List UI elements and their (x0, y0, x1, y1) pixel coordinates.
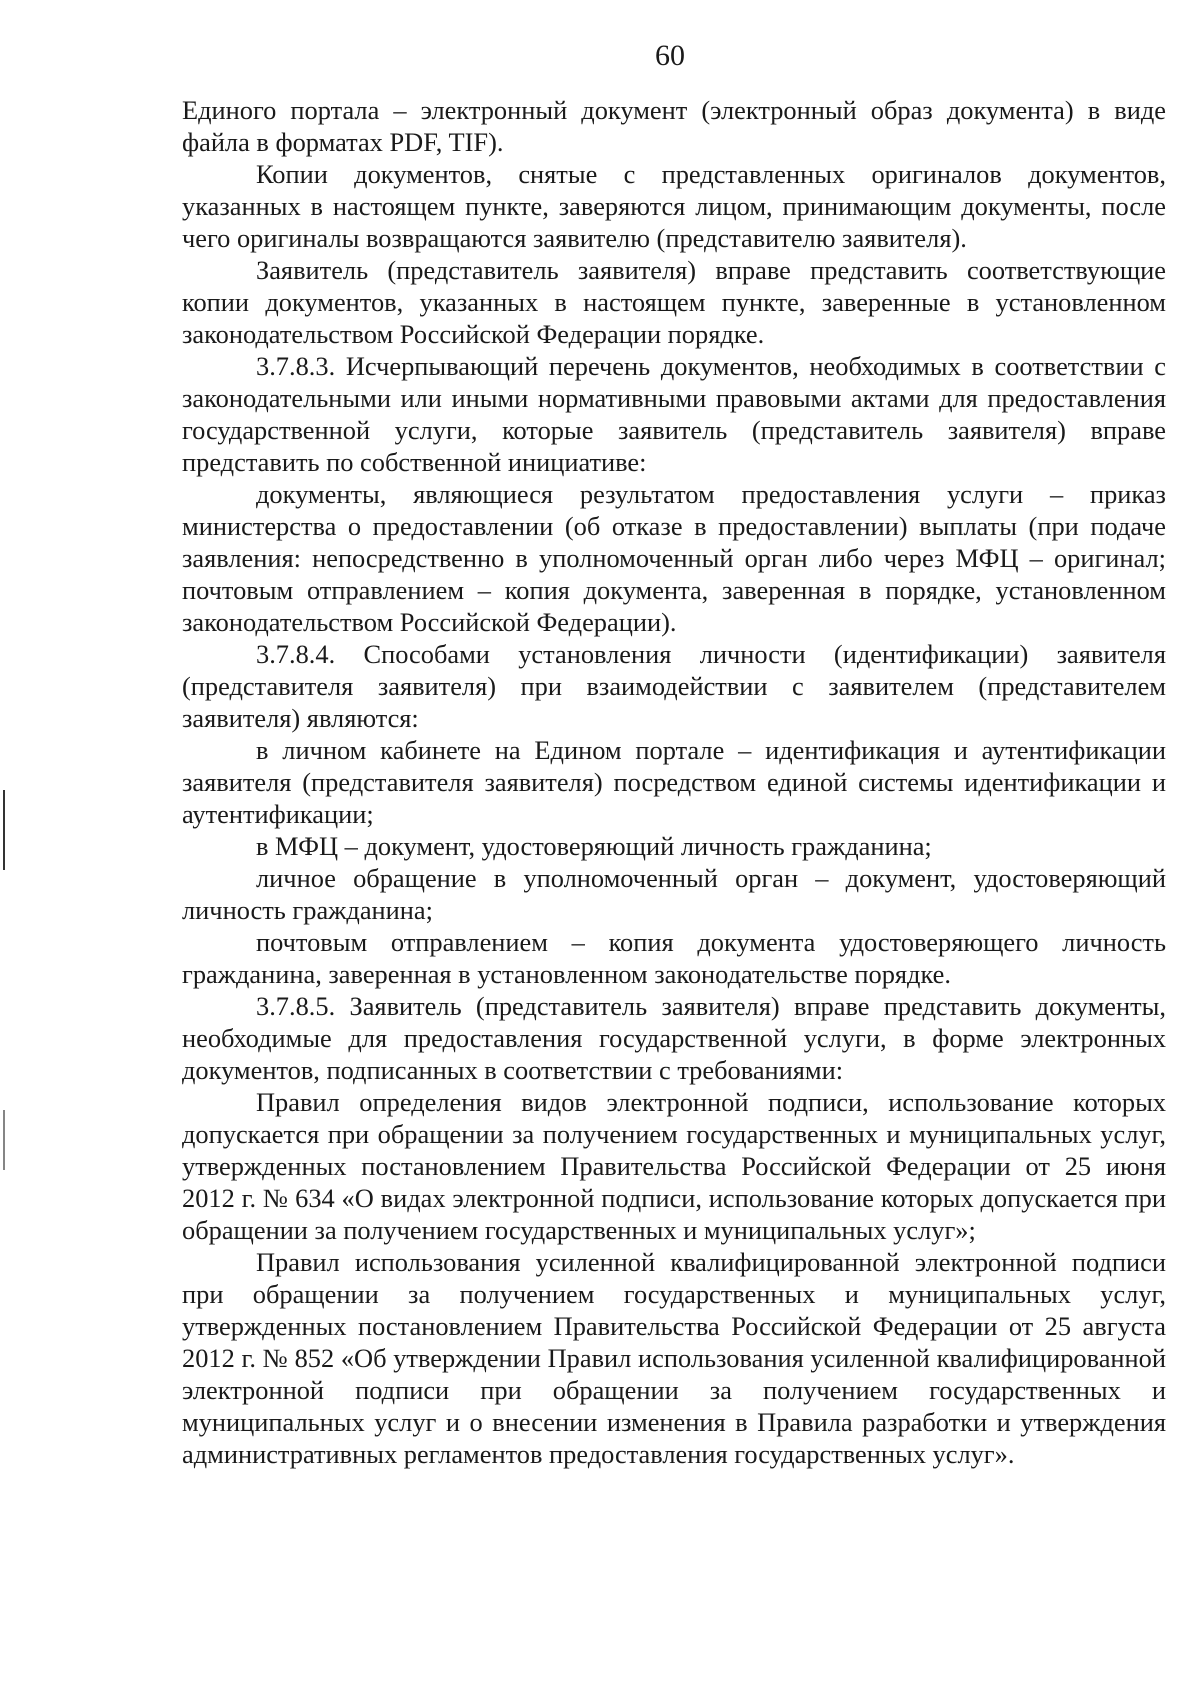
paragraph-7: в личном кабинете на Едином портале – идентификация и аутентификации заявителя (представителя заявителя) посредством единой системы идентификации и аутентификации; (182, 735, 1166, 829)
paragraph-2: Копии документов, снятые с представленных оригиналов документов, указанных в настоящем пункте, заверяются лицом, принимающим документы, после чего оригиналы возвращаются заявителю (представителю заявителя). (182, 159, 1166, 253)
paragraph-12: Правил определения видов электронной подписи, использование которых допускается при обращении за получением государственных и муниципальных услуг, утвержденных постановлением Правительства Российской Федерации от 25 июня 2012 г. № 634 «О видах электронной подписи, использование которых допускается при обращении за получением государственных и муниципальных услуг»; (182, 1087, 1166, 1245)
page-body (182, 94, 1166, 1470)
scan-artifact (3, 790, 5, 870)
scan-artifact (3, 1110, 5, 1170)
paragraph-1: Единого портала – электронный документ (электронный образ документа) в виде файла в форматах PDF, TIF). (182, 95, 1166, 157)
paragraph-8: в МФЦ – документ, удостоверяющий личность гражданина; (256, 831, 932, 861)
paragraph-6: 3.7.8.4. Способами установления личности (идентификации) заявителя (представителя заявителя) при взаимодействии с заявителем (представителем заявителя) являются: (182, 639, 1166, 733)
paragraph-11: 3.7.8.5. Заявитель (представитель заявителя) вправе представить документы, необходимые для предоставления государственной услуги, в форме электронных документов, подписанных в соответствии с требованиями: (182, 991, 1166, 1085)
paragraph-10: почтовым отправлением – копия документа удостоверяющего личность гражданина, заверенная в установленном законодательстве порядке. (182, 927, 1166, 989)
paragraph-4: 3.7.8.3. Исчерпывающий перечень документов, необходимых в соответствии с законодательными или иными нормативными правовыми актами для предоставления государственной услуги, которые заявитель (представитель заявителя) вправе представить по собственной инициативе: (182, 351, 1166, 477)
paragraph-13: Правил использования усиленной квалифицированной электронной подписи при обращении за получением государственных и муниципальных услуг, утвержденных постановлением Правительства Российской Федерации от 25 августа 2012 г. № 852 «Об утверждении Правил использования усиленной квалифицированной электронной подписи при обращении за получением государственных и муниципальных услуг и о внесении изменения в Правила разработки и утверждения административных регламентов предоставления государственных услуг». (182, 1247, 1166, 1469)
paragraph-9: личное обращение в уполномоченный орган – документ, удостоверяющий личность гражданина; (182, 863, 1166, 925)
paragraph-5: документы, являющиеся результатом предоставления услуги – приказ министерства о предоставлении (об отказе в предоставлении) выплаты (при подаче заявления: непосредственно в уполномоченный орган либо через МФЦ – оригинал; почтовым отправлением – копия документа, заверенная в порядке, установленном законодательством Российской Федерации). (182, 479, 1166, 637)
page-number: 60 (655, 39, 685, 72)
paragraph-3: Заявитель (представитель заявителя) вправе представить соответствующие копии документов, указанных в настоящем пункте, заверенные в установленном законодательством Российской Федерации порядке. (182, 255, 1166, 349)
